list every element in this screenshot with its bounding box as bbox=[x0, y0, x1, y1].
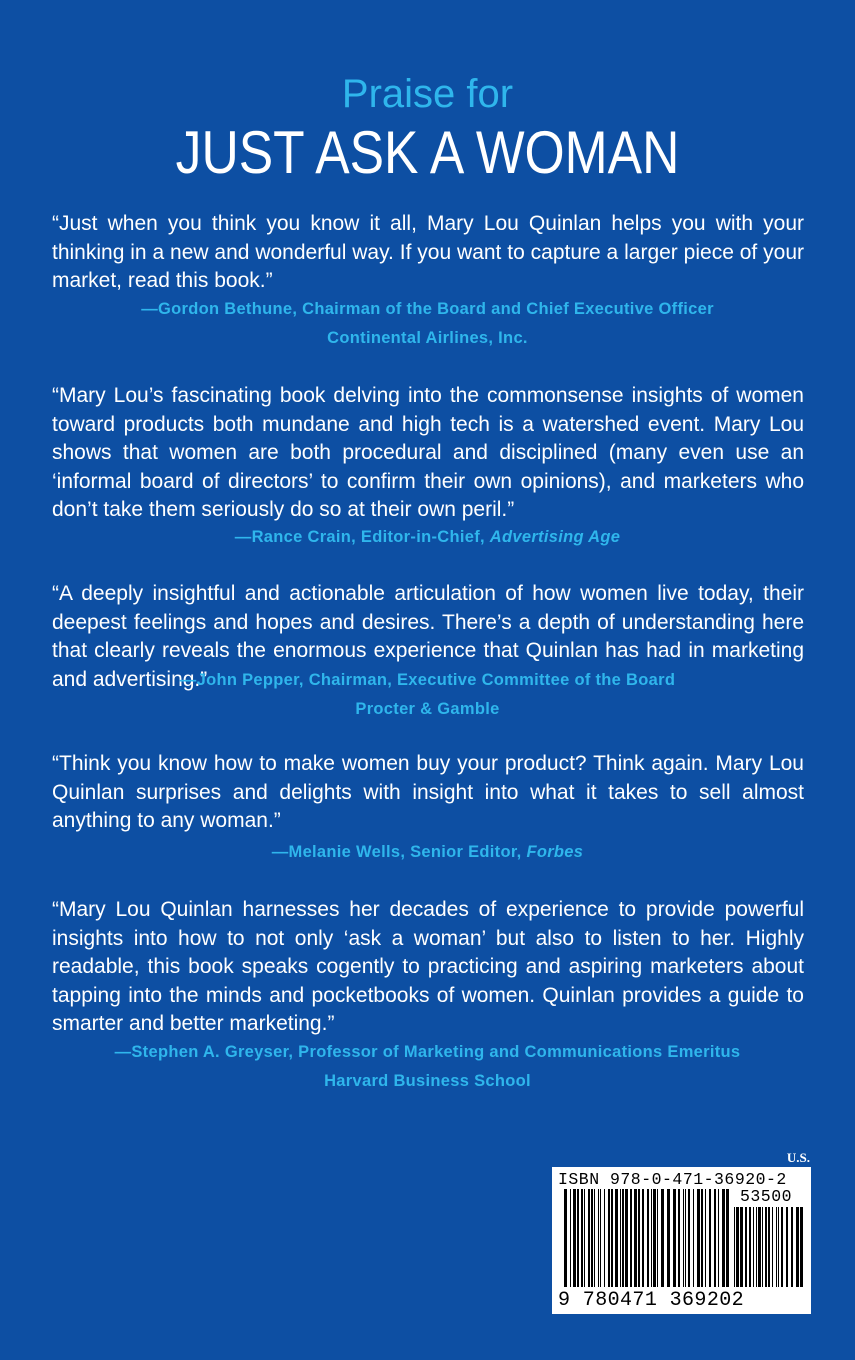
barcode-bar bbox=[667, 1189, 670, 1287]
barcode-bar bbox=[588, 1189, 590, 1287]
barcode-bar bbox=[734, 1207, 735, 1287]
barcode-bar bbox=[678, 1189, 680, 1287]
attribution-line: Continental Airlines, Inc. bbox=[327, 329, 528, 347]
barcode-bar bbox=[594, 1189, 595, 1287]
barcode-bar bbox=[765, 1207, 767, 1287]
ean-number: 9 780471 369202 bbox=[558, 1289, 745, 1312]
barcode-bar bbox=[647, 1189, 649, 1287]
barcode-bar bbox=[756, 1207, 757, 1287]
attribution-line: —Stephen A. Greyser, Professor of Marketing and Communications Emeritus bbox=[114, 1043, 741, 1061]
barcode-bar bbox=[573, 1189, 576, 1287]
barcode-bar bbox=[772, 1207, 773, 1287]
barcode-bar bbox=[622, 1189, 624, 1287]
barcode-bar bbox=[709, 1189, 711, 1287]
barcode-bar bbox=[781, 1207, 783, 1287]
barcode-bar bbox=[726, 1189, 729, 1287]
blurb-quote: “A deeply insightful and actionable articulation of how women live today, their deepest feelings and hopes and desires. There’s a depth of understanding here that clearly reveals the enormous experience that Quinlan has had in marketing and advertising.” bbox=[52, 582, 804, 691]
attribution-line: Procter & Gamble bbox=[355, 700, 500, 718]
barcode-bar bbox=[638, 1189, 640, 1287]
barcode-bar bbox=[657, 1189, 658, 1287]
barcode-bar bbox=[620, 1189, 621, 1287]
attribution-line: —Gordon Bethune, Chairman of the Board and Chief Executive Officer bbox=[141, 300, 714, 318]
blurb-quote: “Mary Lou Quinlan harnesses her decades of experience to provide powerful insights into how to not only ‘ask a woman’ but also to listen to her. Highly readable, this book speaks cogently to practicing and aspiring marketers about tapping into the minds and pocketbooks of women. Quinlan provides a guide to smarter and better marketing.” bbox=[52, 898, 804, 1035]
barcode-bar bbox=[615, 1189, 618, 1287]
barcode-bar bbox=[705, 1189, 706, 1287]
blurb-quote: “Mary Lou’s fascinating book delving into the commonsense insights of women toward products both mundane and high tech is a watershed event. Mary Lou shows that women are both procedural and disciplined (many even use an ‘informal board of directors’ to confirm their own opinions), and marketers who don’t take them seriously do so at their own peril.” bbox=[52, 384, 804, 521]
blurb-quote: “Just when you think you know it all, Mary Lou Quinlan helps you with your thinking in a new and wonderful way. If you want to capture a larger piece of your market, read this book.” bbox=[52, 212, 804, 292]
barcode-bar bbox=[577, 1189, 579, 1287]
price-label: U.S. bbox=[786, 1150, 810, 1165]
barcode-bar bbox=[762, 1207, 763, 1287]
barcode-bar bbox=[718, 1189, 719, 1287]
publication-name: Forbes bbox=[526, 843, 584, 861]
attribution-line: —John Pepper, Chairman, Executive Committee of the Board bbox=[179, 671, 676, 689]
barcode-bar bbox=[778, 1207, 779, 1287]
barcode-bar bbox=[722, 1189, 725, 1287]
barcode-bar bbox=[608, 1189, 610, 1287]
addon-barcode-bars bbox=[734, 1207, 804, 1287]
barcode-bar bbox=[749, 1207, 751, 1287]
barcode-bar bbox=[661, 1189, 664, 1287]
barcode-bar bbox=[591, 1189, 593, 1287]
barcode-bar bbox=[776, 1207, 777, 1287]
barcode-bar bbox=[740, 1207, 743, 1287]
blurb-attribution bbox=[0, 838, 855, 867]
barcode-bar bbox=[685, 1189, 686, 1287]
barcode-bar bbox=[581, 1189, 583, 1287]
barcode-bar bbox=[683, 1189, 684, 1287]
blurb-attribution bbox=[0, 295, 855, 353]
barcode-bar bbox=[796, 1207, 799, 1287]
barcode-bar bbox=[651, 1189, 652, 1287]
barcode-bar bbox=[758, 1207, 761, 1287]
barcode-bar bbox=[630, 1189, 632, 1287]
barcode-bar bbox=[625, 1189, 628, 1287]
attribution-line: —Melanie Wells, Senior Editor, bbox=[271, 843, 527, 861]
isbn-barcode bbox=[552, 1167, 811, 1314]
barcode-bar bbox=[564, 1189, 567, 1287]
barcode-bar bbox=[753, 1207, 754, 1287]
attribution-line: —Rance Crain, Editor-in-Chief, bbox=[234, 528, 490, 546]
isbn-number: ISBN 978-0-471-36920-2 bbox=[558, 1170, 787, 1189]
ean-barcode-bars bbox=[564, 1189, 730, 1287]
barcode-bar bbox=[673, 1189, 676, 1287]
barcode-bar bbox=[786, 1207, 788, 1287]
barcode-bar bbox=[736, 1207, 739, 1287]
price-code: 53500 bbox=[740, 1187, 793, 1206]
barcode-bar bbox=[634, 1189, 637, 1287]
attribution-line: Harvard Business School bbox=[324, 1072, 531, 1090]
blurb-quote: “Think you know how to make women buy your product? Think again. Mary Lou Quinlan surprises and delights with insight into what it takes to sell almost anything to any woman.” bbox=[52, 752, 804, 832]
barcode-bar bbox=[800, 1207, 803, 1287]
book-title: JUST ASK A WOMAN bbox=[175, 119, 680, 186]
blurb-attribution bbox=[0, 666, 855, 724]
barcode-bar bbox=[611, 1189, 613, 1287]
publication-name: Advertising Age bbox=[489, 528, 621, 546]
barcode-bar bbox=[598, 1189, 599, 1287]
barcode-bar bbox=[570, 1189, 571, 1287]
barcode-bar bbox=[714, 1189, 716, 1287]
barcode-bar bbox=[600, 1189, 601, 1287]
barcode-bar bbox=[642, 1189, 644, 1287]
praise-for-heading: Praise for bbox=[341, 72, 514, 116]
barcode-bar bbox=[791, 1207, 793, 1287]
blurb-attribution bbox=[0, 523, 855, 552]
blurb-attribution bbox=[0, 1038, 855, 1096]
barcode-bar bbox=[693, 1189, 694, 1287]
barcode-bar bbox=[584, 1189, 585, 1287]
barcode-bar bbox=[701, 1189, 703, 1287]
barcode-bar bbox=[653, 1189, 656, 1287]
barcode-bar bbox=[768, 1207, 770, 1287]
barcode-bar bbox=[745, 1207, 747, 1287]
barcode-bar bbox=[604, 1189, 605, 1287]
barcode-bar bbox=[697, 1189, 700, 1287]
barcode-bar bbox=[688, 1189, 690, 1287]
